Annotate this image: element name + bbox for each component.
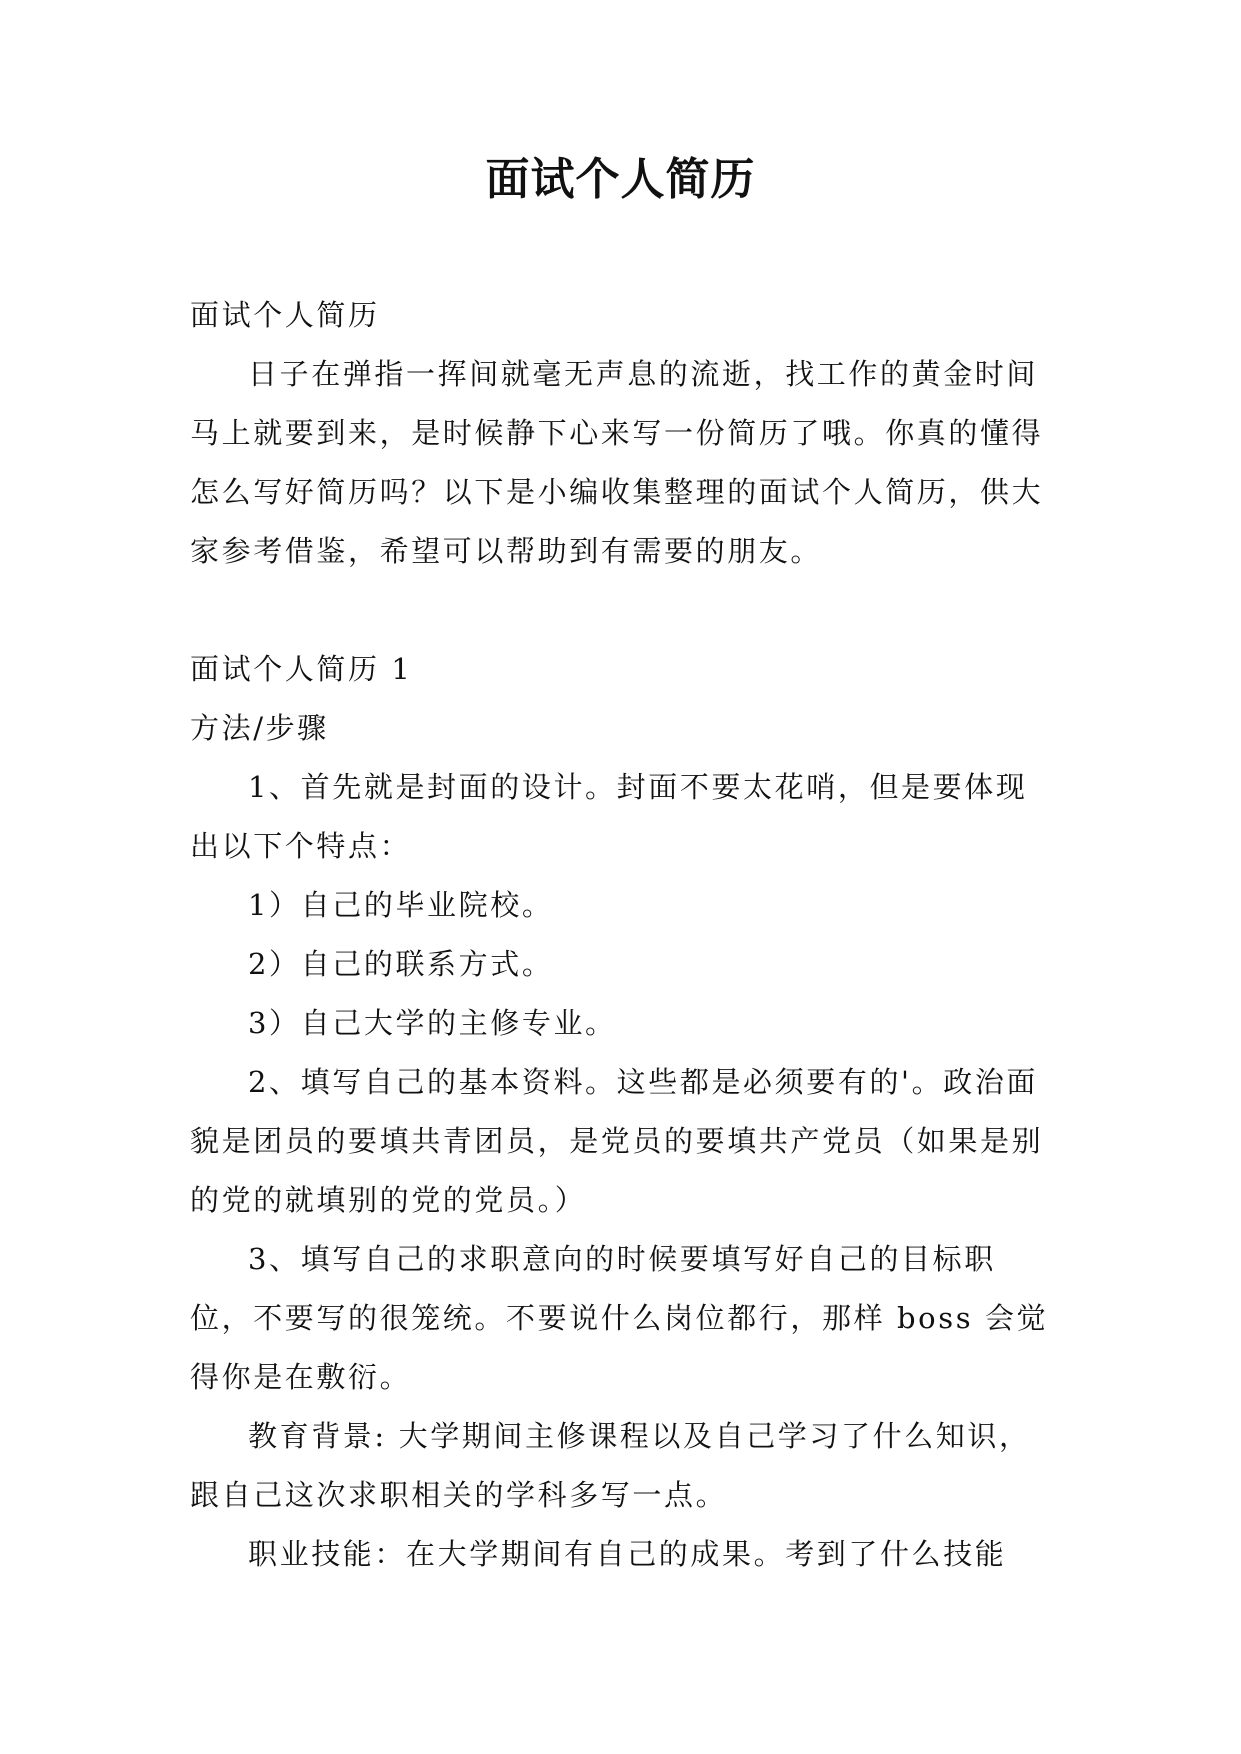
document-body: [190, 286, 1052, 1584]
education-paragraph: 教育背景: 大学期间主修课程以及自己学习了什么知识，跟自己这次求职相关的学科多写一点。: [190, 1419, 1031, 1512]
list-item-major: 3）自己大学的主修专业。: [248, 1006, 617, 1040]
intro-paragraph: 日子在弹指一挥间就毫无声息的流逝，找工作的黄金时间马上就要到来，是时候静下心来写一份简历了哦。你真的懂得怎么写好简历吗？以下是小编收集整理的面试个人简历，供大家参考借鉴，希望可以帮助到有需要的朋友。: [190, 357, 1044, 568]
list-item-contact: 2）自己的联系方式。: [248, 947, 554, 981]
subheading-steps: 方法/步骤: [190, 711, 329, 745]
section-heading-resume-1: 面试个人简历 1: [190, 652, 413, 686]
section-heading-intro: 面试个人简历: [190, 298, 380, 332]
document-title: 面试个人简历: [485, 154, 756, 205]
skills-paragraph: 职业技能：在大学期间有自己的成果。考到了什么技能: [248, 1537, 1007, 1571]
paragraph-spacer: [190, 581, 1052, 640]
step-3-paragraph: 3、填写自己的求职意向的时候要填写好自己的目标职位，不要写的很笼统。不要说什么岗位都行，那样 boss 会觉得你是在敷衍。: [190, 1242, 1049, 1394]
step-1-paragraph: 1、首先就是封面的设计。封面不要太花哨，但是要体现出以下个特点：: [190, 770, 1028, 863]
list-item-school: 1）自己的毕业院校。: [248, 888, 554, 922]
step-2-paragraph: 2、填写自己的基本资料。这些都是必须要有的'。政治面貌是团员的要填共青团员，是党员的要填共产党员（如果是别的党的就填别的党的党员。）: [190, 1065, 1044, 1217]
